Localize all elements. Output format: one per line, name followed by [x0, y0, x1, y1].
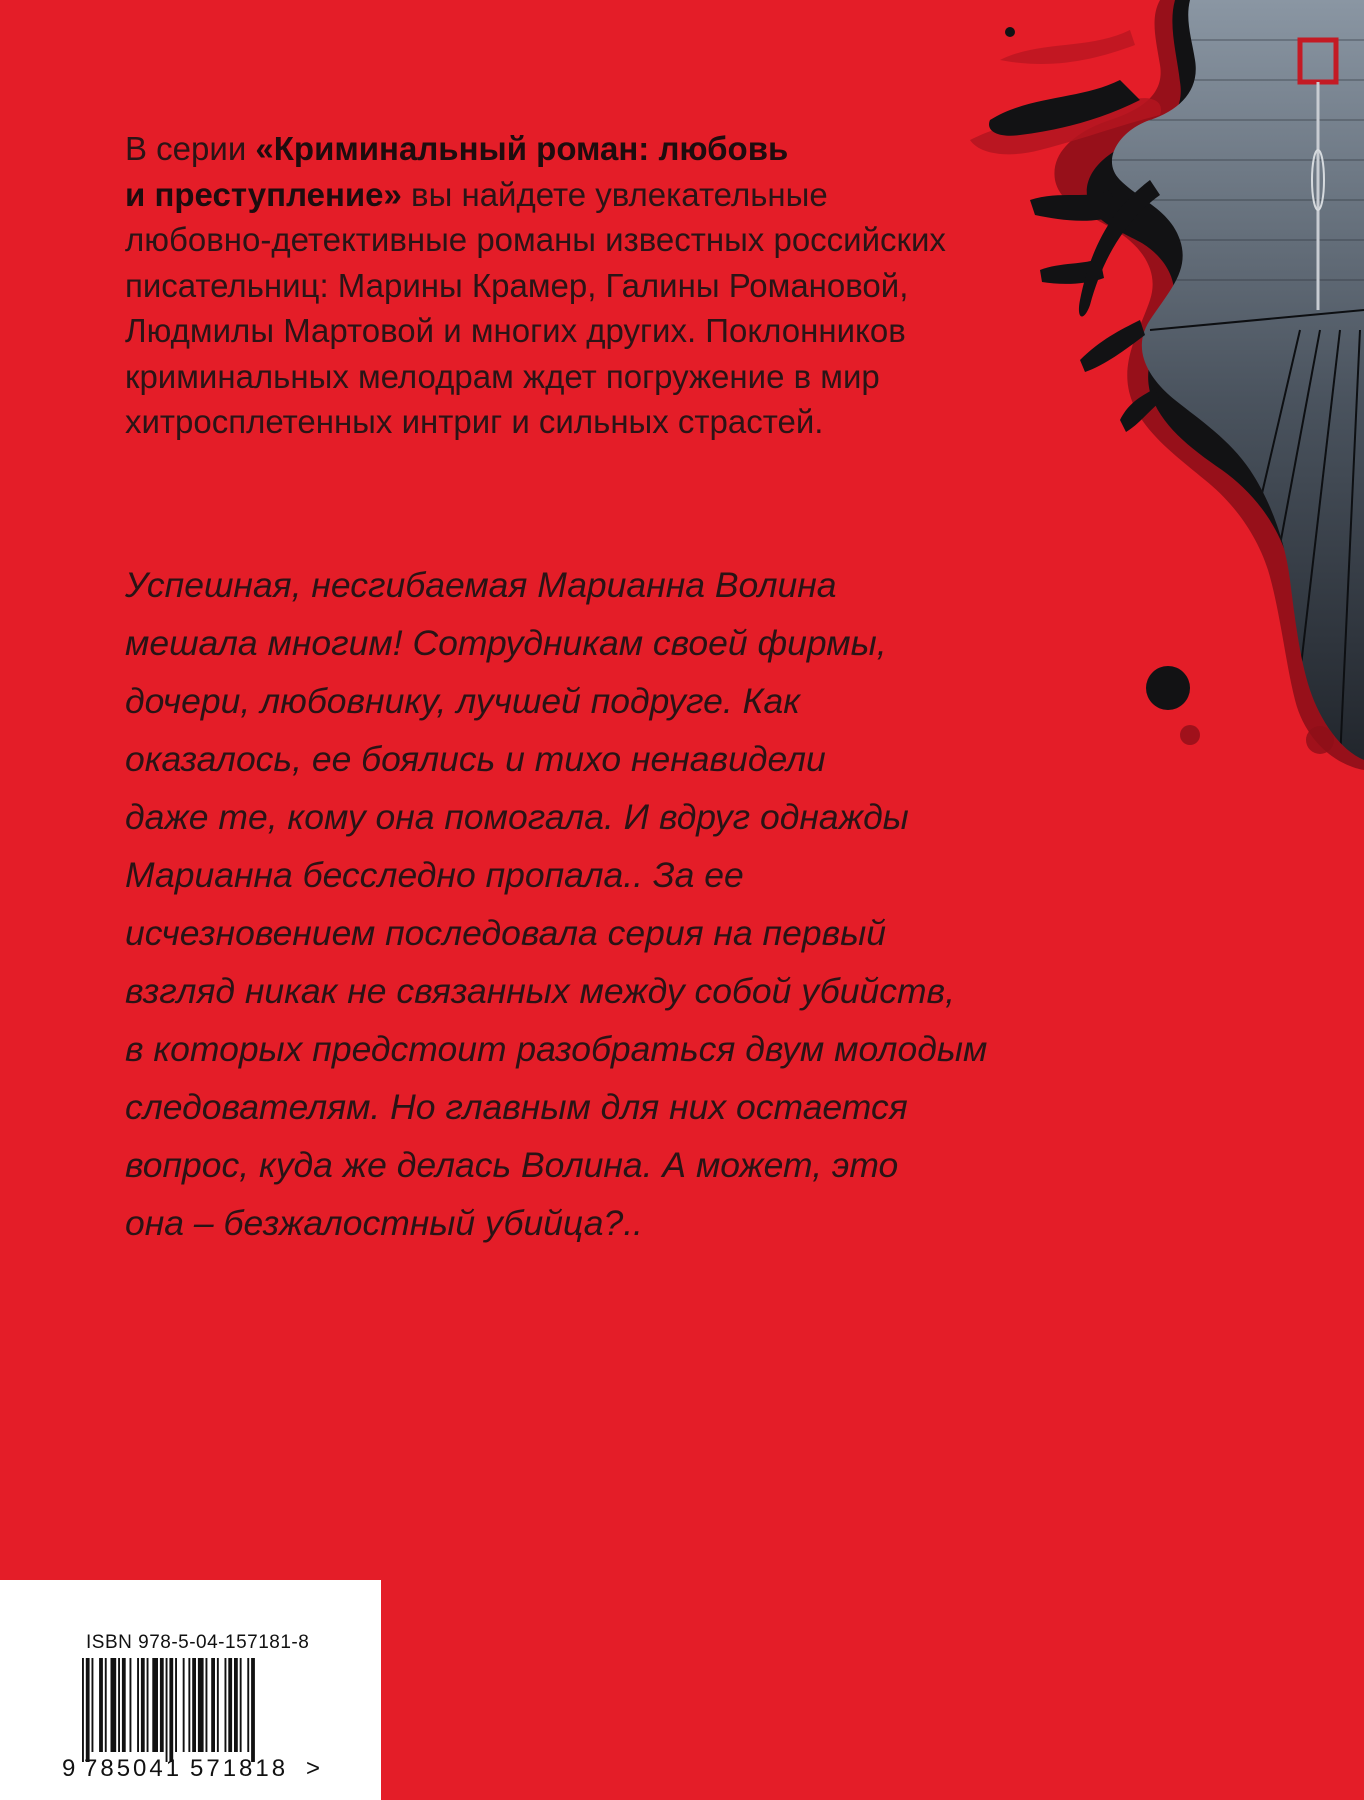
- barcode-group-2: 571818: [190, 1755, 289, 1778]
- annotation-line: исчезновением последовала серия на первый: [125, 913, 886, 953]
- annotation-line: дочери, любовнику, лучшей подруге. Как: [125, 681, 800, 721]
- annotation-line: Марианна бесследно пропала.. За ее: [125, 855, 744, 895]
- barcode-group-1: 785041: [84, 1755, 183, 1778]
- isbn-label: ISBN 978-5-04-157181-8: [86, 1632, 310, 1653]
- series-title-part-2: и преступление»: [125, 175, 402, 213]
- isbn-barcode-panel: [0, 1580, 381, 1800]
- series-blurb: [125, 126, 1085, 445]
- annotation-line: взгляд никак не связанных между собой убийств,: [125, 971, 955, 1011]
- barcode-first-digit: 9: [62, 1755, 76, 1778]
- annotation-line: даже те, кому она помогала. И вдруг однажды: [125, 797, 909, 837]
- series-blurb-line-2-rest: вы найдете увлекательные: [401, 175, 828, 213]
- annotation-line: Успешная, несгибаемая Марианна Волина: [125, 565, 837, 605]
- barcode-end-mark: >: [306, 1755, 321, 1778]
- series-blurb-line-5: Людмилы Мартовой и многих других. Поклонников: [125, 312, 906, 349]
- annotation-line: в которых предстоит разобраться двум молодым: [125, 1029, 988, 1069]
- annotation-line: мешала многим! Сотрудникам своей фирмы,: [125, 623, 887, 663]
- annotation-line: оказалось, ее боялись и тихо ненавидели: [125, 739, 826, 779]
- barcode-digits: [62, 1658, 322, 1778]
- series-blurb-line-3: любовно-детективные романы известных российских: [125, 221, 946, 258]
- series-title-part-1: «Криминальный роман: любовь: [255, 130, 789, 167]
- splash-drop: [1146, 666, 1190, 710]
- book-annotation: [125, 556, 1135, 1252]
- barcode: [62, 1658, 322, 1778]
- series-blurb-line-6: криминальных мелодрам ждет погружение в мир: [125, 357, 880, 395]
- series-blurb-line-7: хитросплетенных интриг и сильных страстей.: [125, 403, 824, 440]
- annotation-line: вопрос, куда же делась Волина. А может, это: [125, 1145, 899, 1185]
- annotation-line: она – безжалостный убийца?..: [125, 1203, 643, 1243]
- series-blurb-line-4: писательниц: Марины Крамер, Галины Романовой,: [125, 266, 909, 304]
- series-prefix: В серии: [125, 130, 256, 167]
- series-blurb-line-2: [125, 172, 1085, 218]
- series-blurb-line-1: [125, 126, 1085, 172]
- annotation-line: следователям. Но главным для них остается: [125, 1087, 908, 1127]
